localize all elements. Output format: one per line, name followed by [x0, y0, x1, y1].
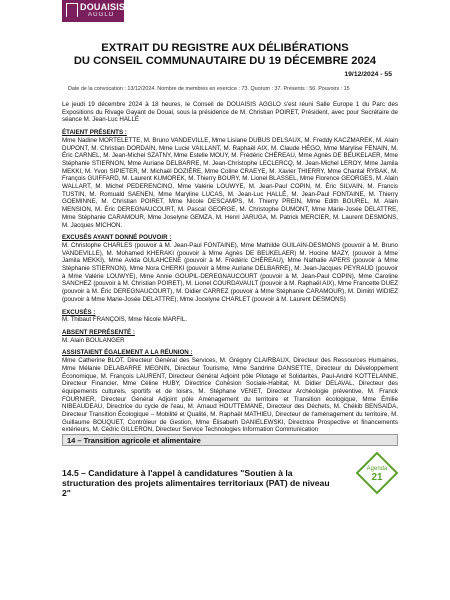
excused-heading: EXCUSÉS :	[62, 308, 96, 316]
badge-text-top: Agenda	[366, 466, 388, 472]
excused-proxy-list: M. Christophe CHARLES (pouvoir à M. Jean-Paul FONTAINE), Mme Mathilde GUILAIN-DESMONS (pouvoir à M. Bruno VANDEVILLE), M. Mohamed KHERAKI (pouvoir à Mme Agnès DE BEUKELAER) M. Hocine MAZY, (pouvoir à Mme Jamila MEKKI), Mme Avida OULAHCENE (pouvoir à M. Frédéric CHÉREAU), Mme Nathalie APERS (pouvoir à Mme Stéphanie STIERNON), Mme Nora CHERKI (pouvoir à Mme Auriane DELBARRE), M. Jean-Jacques PEYRAUD (pouvoir à Mme Valérie LOUWYE), Mme Annie GOUPIL-DEREGNAUCOURT (pouvoir à M. Jean-Paul COPIN), Mme Caroline SANCHEZ (pouvoir à M. Christian POIRET), M. Lionel COURDAVAULT (pouvoir à M. Raphaël AIX), Mme Francette DUEZ (pouvoir à M. Éric DEREGNAUCOURT), M. Didier CARREZ (pouvoir à Mme Stéphanie CARAMOUR), M. Dimitri WIDIEZ (pouvoir à Mme Marie-Josée DELATTRE), Mme Jocelyne CHARLET (pouvoir à M. Laurent DESMONS)	[62, 241, 398, 303]
logo-sub: AGGLO	[88, 12, 115, 18]
deliberation-reference: 19/12/2024 - 55	[344, 71, 392, 78]
present-heading: ÉTAIENT PRÉSENTS :	[62, 129, 127, 137]
document-title	[0, 42, 450, 68]
absent-list: M. Alain BOULANGER	[62, 336, 125, 344]
excused-list: M. Thibaut FRANÇOIS, Mme Nicole MARFIL.	[62, 316, 188, 324]
attending-list: Mme Catherine BLOT, Directeur Général des Services, M. Grégory CLAIRBAUX, Directeur des Ressources Humaines, Mme Mélanie DELABARRE MEGNIN, Directeur Tourisme, Mme Sandrine DANSETTE, Directeur du Développement Économique, M. François LAURENT, Directeur Général Adjoint pôle Pilotage et Solidarités, Paul-André KOTTELANNE, Directeur Financier, Mme Céline HUBY, Directrice Cohésion Sociale-Habitat, M. Didier DELAVAL, Directeur des équipements culturels, sportifs et de loisirs, M. Stéphane VENET, Directeur Archéologie préventive, M. Franck FOURNIER, Directeur Général Adjoint pôle Aménagement du territoire et Transition écologique, Mme Émilie NIBEAUDEAU, Directrice du cycle de l'eau, M. Arnaud HOUTTEMANE, Directeur des Déchets, M. Chékib BENSAIDA, Directeur Transition Écologique – Mobilité et Qualité, M. Raphaël MATHIEU, Directeur de l'aménagement du territoire, M. Guillaume BOUQUET, Contrôleur de Gestion, Mme Élisabeth DANIELEWSKI, Directrice Prospective et financements extérieurs, M. Cédric GILLERON, Directeur Service Technologies Information Communication	[62, 357, 398, 434]
agenda-21-badge-icon	[356, 452, 398, 494]
present-list: Mme Nadine MORTELETTE, M. Bruno VANDEVILLE, Mme Lisiane DUBUS DELSAUX, M. Freddy KACZMAREK, M. Alain DUPONT, M. Christian DORDAIN, Mme Lucie VAILLANT, M. Raphaël AIX, M. Claude HÉGO, Mme Marylise FENAIN, M. Éric CARNEL, M. Jean-Michel SZATNY, Mme Estelle MOUY, M. Frédéric CHÉREAU, Mme Agnès DE BEUKELAER, Mme Stéphanie STIERNON, Mme Auriane DELBARRE, M. Jean-Christophe LECLERCQ, M. Jean-Michel LEROY, Mme Jamila MEKKI, M. Yvon SIPIETER, M. Michaël DOZIÈRE, Mme Coline CRAEYE, M. Xavier THIERRY, Mme Chantal RYBAK, M. François GUIFFARD, M. Laurent KUMOREK, M. Thierry BOURY, M. Lionel BLASSEL, Mme Florence GEORGES, M. Alain WALLART, M. Michel PEDERENCINO, Mme Valérie LOUWYE, M. Jean-Paul COPIN, M. Éric SILVAIN, M. Francis TUSTIN, M. Romuald SAENEN, Mme Maryline LUCAS, M. Jean-Luc HALLÉ, M. Jean-Paul FONTAINE, M. Thierry GOEMINNE, M. Christian POIRET, Mme Nicole DESCAMPS, M. Thierry PREIN, Mme Edith BOUREL, M. Alain MENSION, M. Éric DEREGNAUCOURT, M. Pascal GEORGE, M. Christophe DUMONT, Mme Marie-Josée DELATTRE, Mme Stéphanie CARAMOUR, Mme Joselyne GEMZA, M. Henri JARUGA, M. Patrick MERCIER, M. Laurent DESMONS, M. Jacques MICHON.	[62, 136, 398, 229]
section-header: 14 – Transition agricole et alimentaire	[62, 434, 398, 446]
logo-mark-icon	[66, 3, 78, 17]
badge-text-number: 21	[371, 472, 383, 483]
douaisis-agglo-logo	[62, 0, 124, 22]
convocation-info: Date de la convocation : 13/12/2024. Nombre de membres en exercice : 73. Quorum : 37. Présents : 56. Pouvoirs : 15	[68, 86, 350, 92]
logo-name: DOUAISIS	[80, 2, 126, 12]
title-line-1: EXTRAIT DU REGISTRE AUX DÉLIBÉRATIONS	[101, 42, 349, 54]
title-line-2: DU CONSEIL COMMUNAUTAIRE DU 19 DÉCEMBRE 2024	[73, 55, 377, 67]
deliberation-subject: 14.5 – Candidature à l'appel à candidatures "Soutien à la structuration des projets alimentaires territoriaux (PAT) de niveau 2"	[62, 468, 330, 498]
attending-heading: ASSISTAIENT ÉGALEMENT A LA RÉUNION :	[62, 349, 193, 357]
excused-proxy-heading: EXCUSÉS AYANT DONNÉ POUVOIR :	[62, 234, 172, 242]
absent-heading: ABSENT REPRÉSENTÉ :	[62, 328, 135, 336]
document-body	[62, 101, 398, 439]
intro-paragraph: Le jeudi 19 décembre 2024 à 18 heures, le Conseil de DOUAISIS AGGLO s'est réuni Salle Europe 1 du Parc des Expositions du Rivage Gayant de Douai, sous la présidence de M. Christian POIRET, Président, avec pour Secrétaire de séance M. Jean-Luc HALLÉ	[62, 101, 398, 124]
